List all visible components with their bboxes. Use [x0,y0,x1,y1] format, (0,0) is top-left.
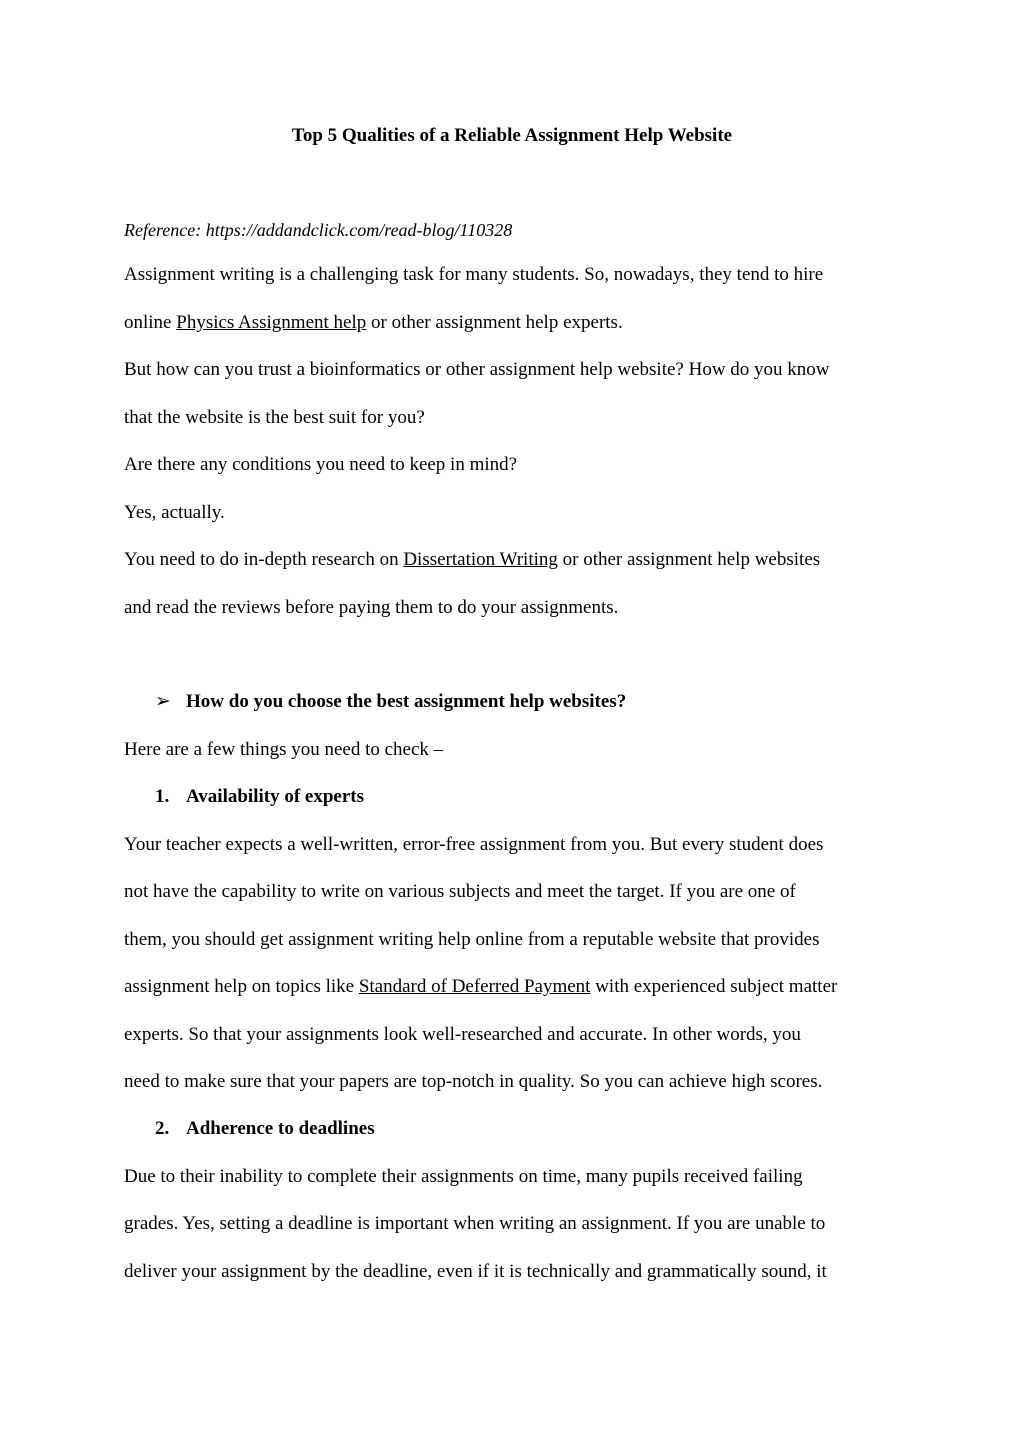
item-2-line-2: grades. Yes, setting a deadline is important when writing an assignment. If you are unable to [124,1213,826,1234]
section-lead: Here are a few things you need to check – [124,739,444,760]
intro-paragraph-5-line-1 [124,548,820,572]
text-segment: online [124,312,177,333]
item-1-heading-text: Availability of experts [186,786,365,807]
item-1-line-6: need to make sure that your papers are top-notch in quality. So you can achieve high scores. [124,1071,823,1092]
physics-assignment-help-link[interactable]: Physics Assignment help [176,312,367,333]
reference-line: Reference: https://addandclick.com/read-blog/110328 [124,220,513,240]
item-1-line-4 [124,975,837,999]
intro-paragraph-2-line-2: that the website is the best suit for you? [124,407,425,428]
text-segment: assignment help on topics like [124,976,359,997]
standard-of-deferred-payment-link[interactable]: Standard of Deferred Payment [358,976,591,997]
text-segment: You need to do in-depth research on [124,549,404,570]
item-1-line-2: not have the capability to write on various subjects and meet the target. If you are one of [124,881,796,902]
item-1-heading [155,785,364,809]
item-1-line-3: them, you should get assignment writing help online from a reputable website that provides [124,929,820,950]
intro-paragraph-5-line-2: and read the reviews before paying them to do your assignments. [124,597,619,618]
item-2-number: 2. [155,1118,170,1139]
dissertation-writing-link[interactable]: Dissertation Writing [403,549,558,570]
item-2-heading [155,1117,375,1141]
item-1-line-5: experts. So that your assignments look well-researched and accurate. In other words, you [124,1024,801,1045]
item-2-heading-text: Adherence to deadlines [186,1118,375,1139]
text-segment: with experienced subject matter [590,976,838,997]
item-1-number: 1. [155,786,170,807]
text-segment: or other assignment help websites [557,549,821,570]
intro-paragraph-1-line-2 [124,311,623,335]
intro-paragraph-4: Yes, actually. [124,502,225,523]
intro-paragraph-1-line-1: Assignment writing is a challenging task for many students. So, nowadays, they tend to hire [124,264,824,285]
document-title: Top 5 Qualities of a Reliable Assignment Help Website [291,125,733,146]
item-2-line-3: deliver your assignment by the deadline, even if it is technically and grammatically sound, it [124,1261,827,1282]
section-heading [155,690,626,714]
item-2-line-1: Due to their inability to complete their assignments on time, many pupils received failing [124,1166,803,1187]
text-segment: or other assignment help experts. [366,312,623,333]
intro-paragraph-2-line-1: But how can you trust a bioinformatics or other assignment help website? How do you know [124,359,830,380]
item-1-line-1: Your teacher expects a well-written, error-free assignment from you. But every student does [124,834,824,855]
section-heading-text: How do you choose the best assignment help websites? [186,691,627,712]
arrow-bullet-icon: ➢ [155,691,171,712]
intro-paragraph-3: Are there any conditions you need to keep in mind? [124,454,518,475]
